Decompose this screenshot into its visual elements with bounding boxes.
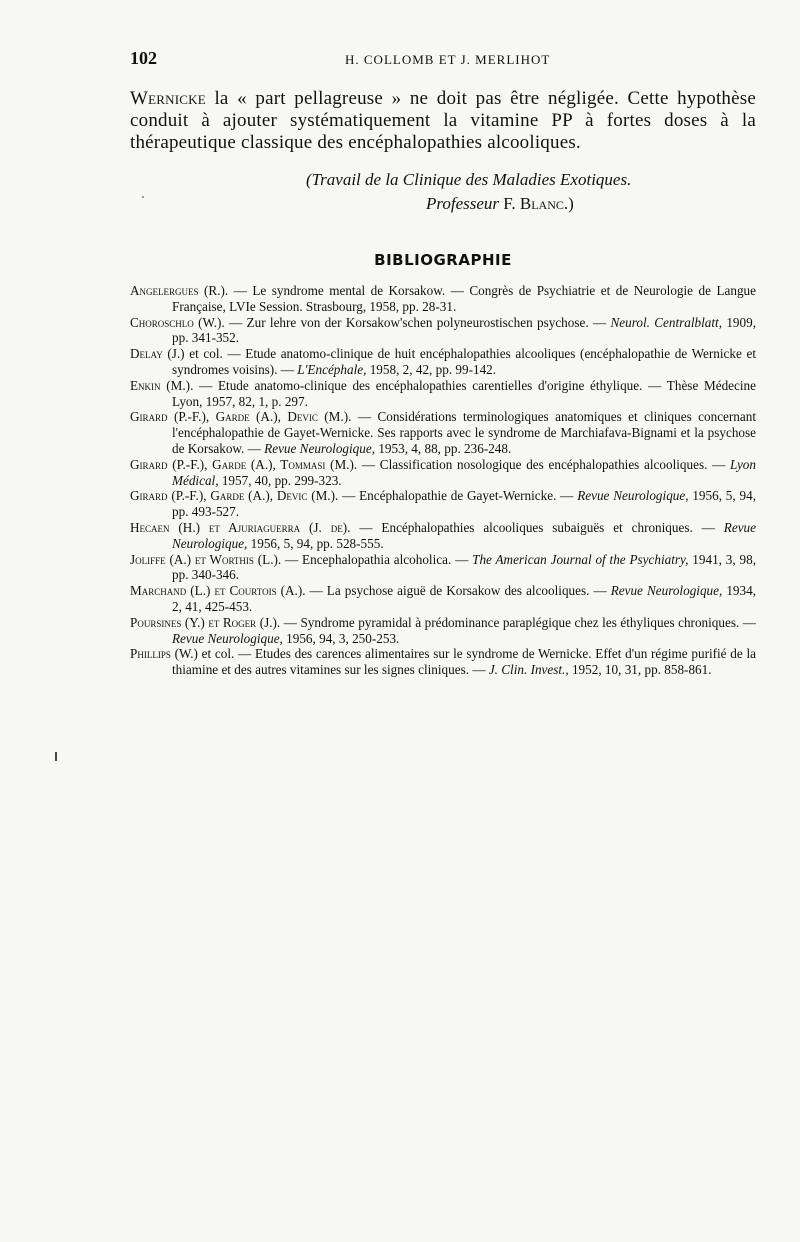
bib-text: et col. — Etudes des carences alimentaires sur le syndrome de Wernicke. Effet d'un régime purifié de la thiamine et des autres vitamines sur les signes cliniques. — — [172, 646, 756, 678]
bib-text: — Etude anatomo-clinique des encéphalopathies carentielles d'origine éthylique. — Thèse Médecine Lyon, 1957, 82, 1, p. 297. — [172, 377, 756, 409]
bib-author: Poursines (Y.) et Roger (J.). — [130, 614, 281, 630]
bibliography-list — [130, 283, 756, 678]
bib-journal: L'Encéphale, — [297, 361, 367, 377]
bib-author: Girard (P.-F.), Garde (A.), Tommasi (M.). — [130, 456, 358, 472]
body-text: la « part pellagreuse » ne doit pas être négligée. Cette hypothèse conduit à ajouter systématiquement la vitamine PP à fortes doses à la thérapeutique classique des encéphalopathies alcooliques. — [130, 88, 756, 153]
bib-details: 1952, 10, 31, pp. 858-861. — [568, 662, 712, 678]
bibliography-entry — [130, 552, 756, 584]
bib-author: Girard (P.-F.), Garde (A.), Devic (M.). — [130, 409, 352, 425]
bib-author: Enkin (M.). — [130, 377, 194, 393]
attribution-line-2 — [306, 192, 756, 216]
bibliography-entry — [130, 409, 756, 456]
bib-details: 1953, 4, 88, pp. 236-248. — [375, 440, 512, 456]
bib-text: — Encephalopathia alcoholica. — — [281, 551, 473, 567]
bib-details: 1956, 5, 94, pp. 528-555. — [247, 535, 384, 551]
bib-text: — Considérations terminologiques anatomiques et cliniques concernant l'encéphalopathie de Gayet-Wernicke. Ses rapports avec le syndrome de Marchiafava-Bignami et la psychose de Korsakow. — — [172, 409, 756, 456]
bibliography-entry — [130, 646, 756, 678]
bib-details: 1909, pp. 341-352. — [172, 314, 757, 346]
bib-journal: The American Journal of the Psychiatry, — [472, 551, 689, 567]
attribution-title: Professeur — [426, 194, 500, 213]
page-number: 102 — [130, 48, 157, 68]
section-title: BIBLIOGRAPHIE — [374, 251, 512, 269]
bibliography-entry — [130, 520, 756, 552]
bib-text: — Encéphalopathie de Gayet-Wernicke. — — [338, 488, 578, 504]
bib-author: Girard (P.-F.), Garde (A.), Devic (M.). — [130, 488, 339, 504]
bib-author: Phillips (W.) — [130, 646, 198, 662]
attribution — [130, 168, 756, 216]
scan-speck — [142, 196, 144, 198]
attribution-line-1: (Travail de la Clinique des Maladies Exotiques. — [306, 170, 632, 189]
bib-text: — Encéphalopathies alcooliques subaiguës et chroniques. — — [350, 519, 724, 535]
bib-text: — Zur lehre von der Korsakow'schen polyneurostischen psychose. — — [224, 314, 611, 330]
bib-author: Marchand (L.) et Courtois (A.). — [130, 583, 306, 599]
bibliography-entry — [130, 488, 756, 520]
body-author: Wernicke — [130, 88, 206, 109]
attribution-close: .) — [563, 194, 574, 213]
scan-speck — [55, 752, 57, 761]
bib-text: — Classification nosologique des encéphalopathies alcooliques. — — [357, 456, 731, 472]
bibliography-entry — [130, 615, 756, 647]
bibliography-entry — [130, 457, 756, 489]
bib-text: — Le syndrome mental de Korsakow. — Congrès de Psychiatrie et de Neurologie de Langue Française, LVIe Session. Strasbourg, 1958, pp. 28-31. — [172, 283, 756, 314]
bib-details: 1941, 3, 98, pp. 340-346. — [172, 551, 757, 583]
bib-journal: Neurol. Centralblatt, — [610, 314, 723, 330]
bib-author: Delay (J.) — [130, 346, 185, 362]
page-header — [130, 48, 756, 76]
bib-journal: Revue Neurologique, — [264, 440, 376, 456]
bib-details: 1934, 2, 41, 425-453. — [172, 583, 757, 614]
bib-journal: J. Clin. Invest., — [488, 662, 569, 678]
body-paragraph — [130, 88, 756, 154]
bib-text: et col. — Etude anatomo-clinique de huit encéphalopathies alcooliques (encéphalopathie de Wernicke et syndromes voisins). — — [172, 346, 756, 377]
bibliography-entry — [130, 378, 756, 410]
bib-author: Angelergues (R.). — [130, 283, 229, 298]
bibliography-entry — [130, 283, 756, 315]
bib-journal: Revue Neurologique, — [172, 630, 283, 646]
bib-text: — Syndrome pyramidal à prédominance paraplégique chez les éthyliques chroniques. — — [280, 614, 756, 630]
attribution-initial: F. — [499, 194, 520, 213]
bib-journal: Lyon Médical, — [172, 456, 756, 488]
bib-journal: Revue Neurologique, — [577, 488, 689, 504]
bib-details: 1958, 2, 42, pp. 99-142. — [366, 361, 497, 377]
bibliography-entry — [130, 346, 756, 378]
bibliography-entry — [130, 583, 756, 615]
bib-author: Hecaen (H.) et Ajuriaguerra (J. de). — [130, 519, 351, 535]
bib-journal: Revue Neurologique, — [610, 583, 723, 599]
bibliography-entry — [130, 315, 756, 347]
bib-details: 1957, 40, pp. 299-323. — [218, 472, 342, 488]
bib-journal: Revue Neurologique, — [172, 519, 756, 551]
bib-author: Joliffe (A.) et Worthis (L.). — [130, 551, 282, 567]
bib-details: 1956, 94, 3, 250-253. — [282, 630, 400, 646]
attribution-name: Blanc — [519, 194, 564, 213]
bib-details: 1956, 5, 94, pp. 493-527. — [172, 488, 756, 520]
running-head: H. COLLOMB ET J. MERLIHOT — [345, 52, 551, 67]
bib-author: Choroschlo (W.). — [130, 314, 225, 330]
bib-text: — La psychose aiguë de Korsakow des alcooliques. — — [305, 583, 611, 599]
page — [130, 48, 756, 678]
